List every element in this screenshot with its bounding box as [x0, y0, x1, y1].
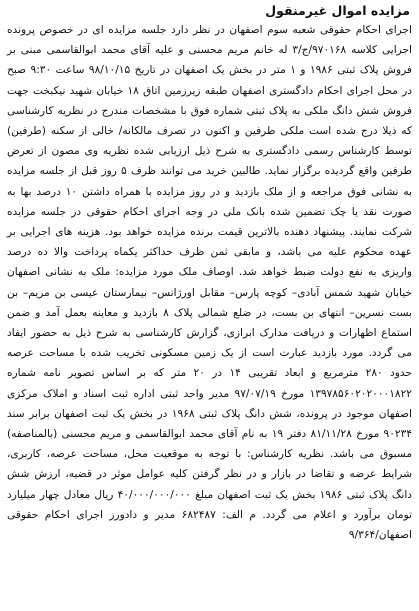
notice-title: مزایده اموال غیرمنقول: [265, 3, 410, 18]
notice-body: اجرای احکام حقوقی شعبه سوم اصفهان در نظر دارد جلسه مزایده ای در خصوص پرونده اجرایی کلاسه ۹۷۰۱۶۸/ج/۳ له خانم مریم محسنی و علیه آقای محمد ابوالقاسمی مبنی بر فروش پلاک ثبتی ۱۹۸۶ و ۱ متر در بخش یک اصفهان در تاریخ ۹۸/۱۰/۱۵ ساعت ۹:۳۰ صبح در محل اجرای احکام دادگستری اصفهان طبقه زیرزمین اتاق ۱۸ خیابان شهید نیکبخت جهت فروش شش دانگ ملکی به پلاک ثبتی شماره فوق با مشخصات مندرج در نظریه کارشناسی که ذیلا درج شده است ملکی طرفین و اکنون در تصرف مالکانه/ خالی از سکنه (طرفین) توسط کارشناس رسمی دادگستری به شرح ذیل ارزیابی شده نظریه وی مصون از تعرض طرفین واقع گردیده برگزار نماید. طالبین خرید می توانند ظرف ۵ روز قبل از جلسه مزایده به نشانی فوق مراجعه و از ملک بازدید و در روز مزایده با همراه داشتن ۱۰ درصد بها به صورت نقد یا چک تضمین شده بانک ملی در وجه اجرای احکام حقوقی در جلسه مزایده شرکت نمایند. پیشنهاد دهنده بالاترین قیمت برنده مزایده خواهد بود. هزینه های اجرایی بر عهده محکوم علیه می باشد، و مابقی ثمن ظرف حداکثر یکماه پرداخت والا ده درصد واریزی به نفع دولت ضبط خواهد شد. اوصاف ملک مورد مزایده: ملک به نشانی اصفهان خیابان شهید شمس آبادی– کوچه پارس– مقابل اورژانس– بیمارستان عیسی بن مریم– بن بست نسرین– انتهای بن بست، در ضلع شمالی پلاک ۸ بازدید و معاینه بعمل آمد و ضمن استماع اظهارات و دریافت مدارک ابرازی، گزارش کارشناسی به شرح ذیل به حضور ایفاد می گردد. مورد بازدید عبارت است از یک زمین مسکونی تخریب شده با مساحت عرصه حدود ۲۸۰ مترمربع و ابعاد تقریبی ۱۴ در ۲۰ متر که بر اساس تصویر نامه شماره ۱۳۹۷۸۵۶۰۲۰۲۰۰۰۱۸۲۲ مورخ ۹۷/۰۷/۱۹ مدیر واحد ثبتی اداره ثبت اسناد و املاک مرکزی اصفهان موجود در پرونده، شش دانگ پلاک ثبتی ۱۹۶۸ در بخش یک ثبت اصفهان برابر سند ۹۰۲۳۴ مورخ ۸۱/۱۱/۲۸ دفتر ۱۹ به نام آقای محمد ابوالقاسمی و مریم محسنی (بالمناصفه) مسبوق می باشد. نظریه کارشناس: با توجه به موقعیت محل، مساحت عرصه، کاربری، شرایط عرضه و تقاضا در بازار و در نظر گرفتن کلیه عوامل موثر در قضیه، ارزش شش دانگ پلاک ثبتی ۱۹۸۶ بخش یک ثبت اصفهان مبلغ ۴۰/۰۰۰/۰۰۰/۰۰۰ ریال معادل چهار میلیارد تومان برآورد و اعلام می گردد. م الف: ۶۸۲۴۸۷ مدیر و دادورز اجرای احکام حقوقی اصفهان/۹/۳۶۴: [7, 24, 413, 542]
